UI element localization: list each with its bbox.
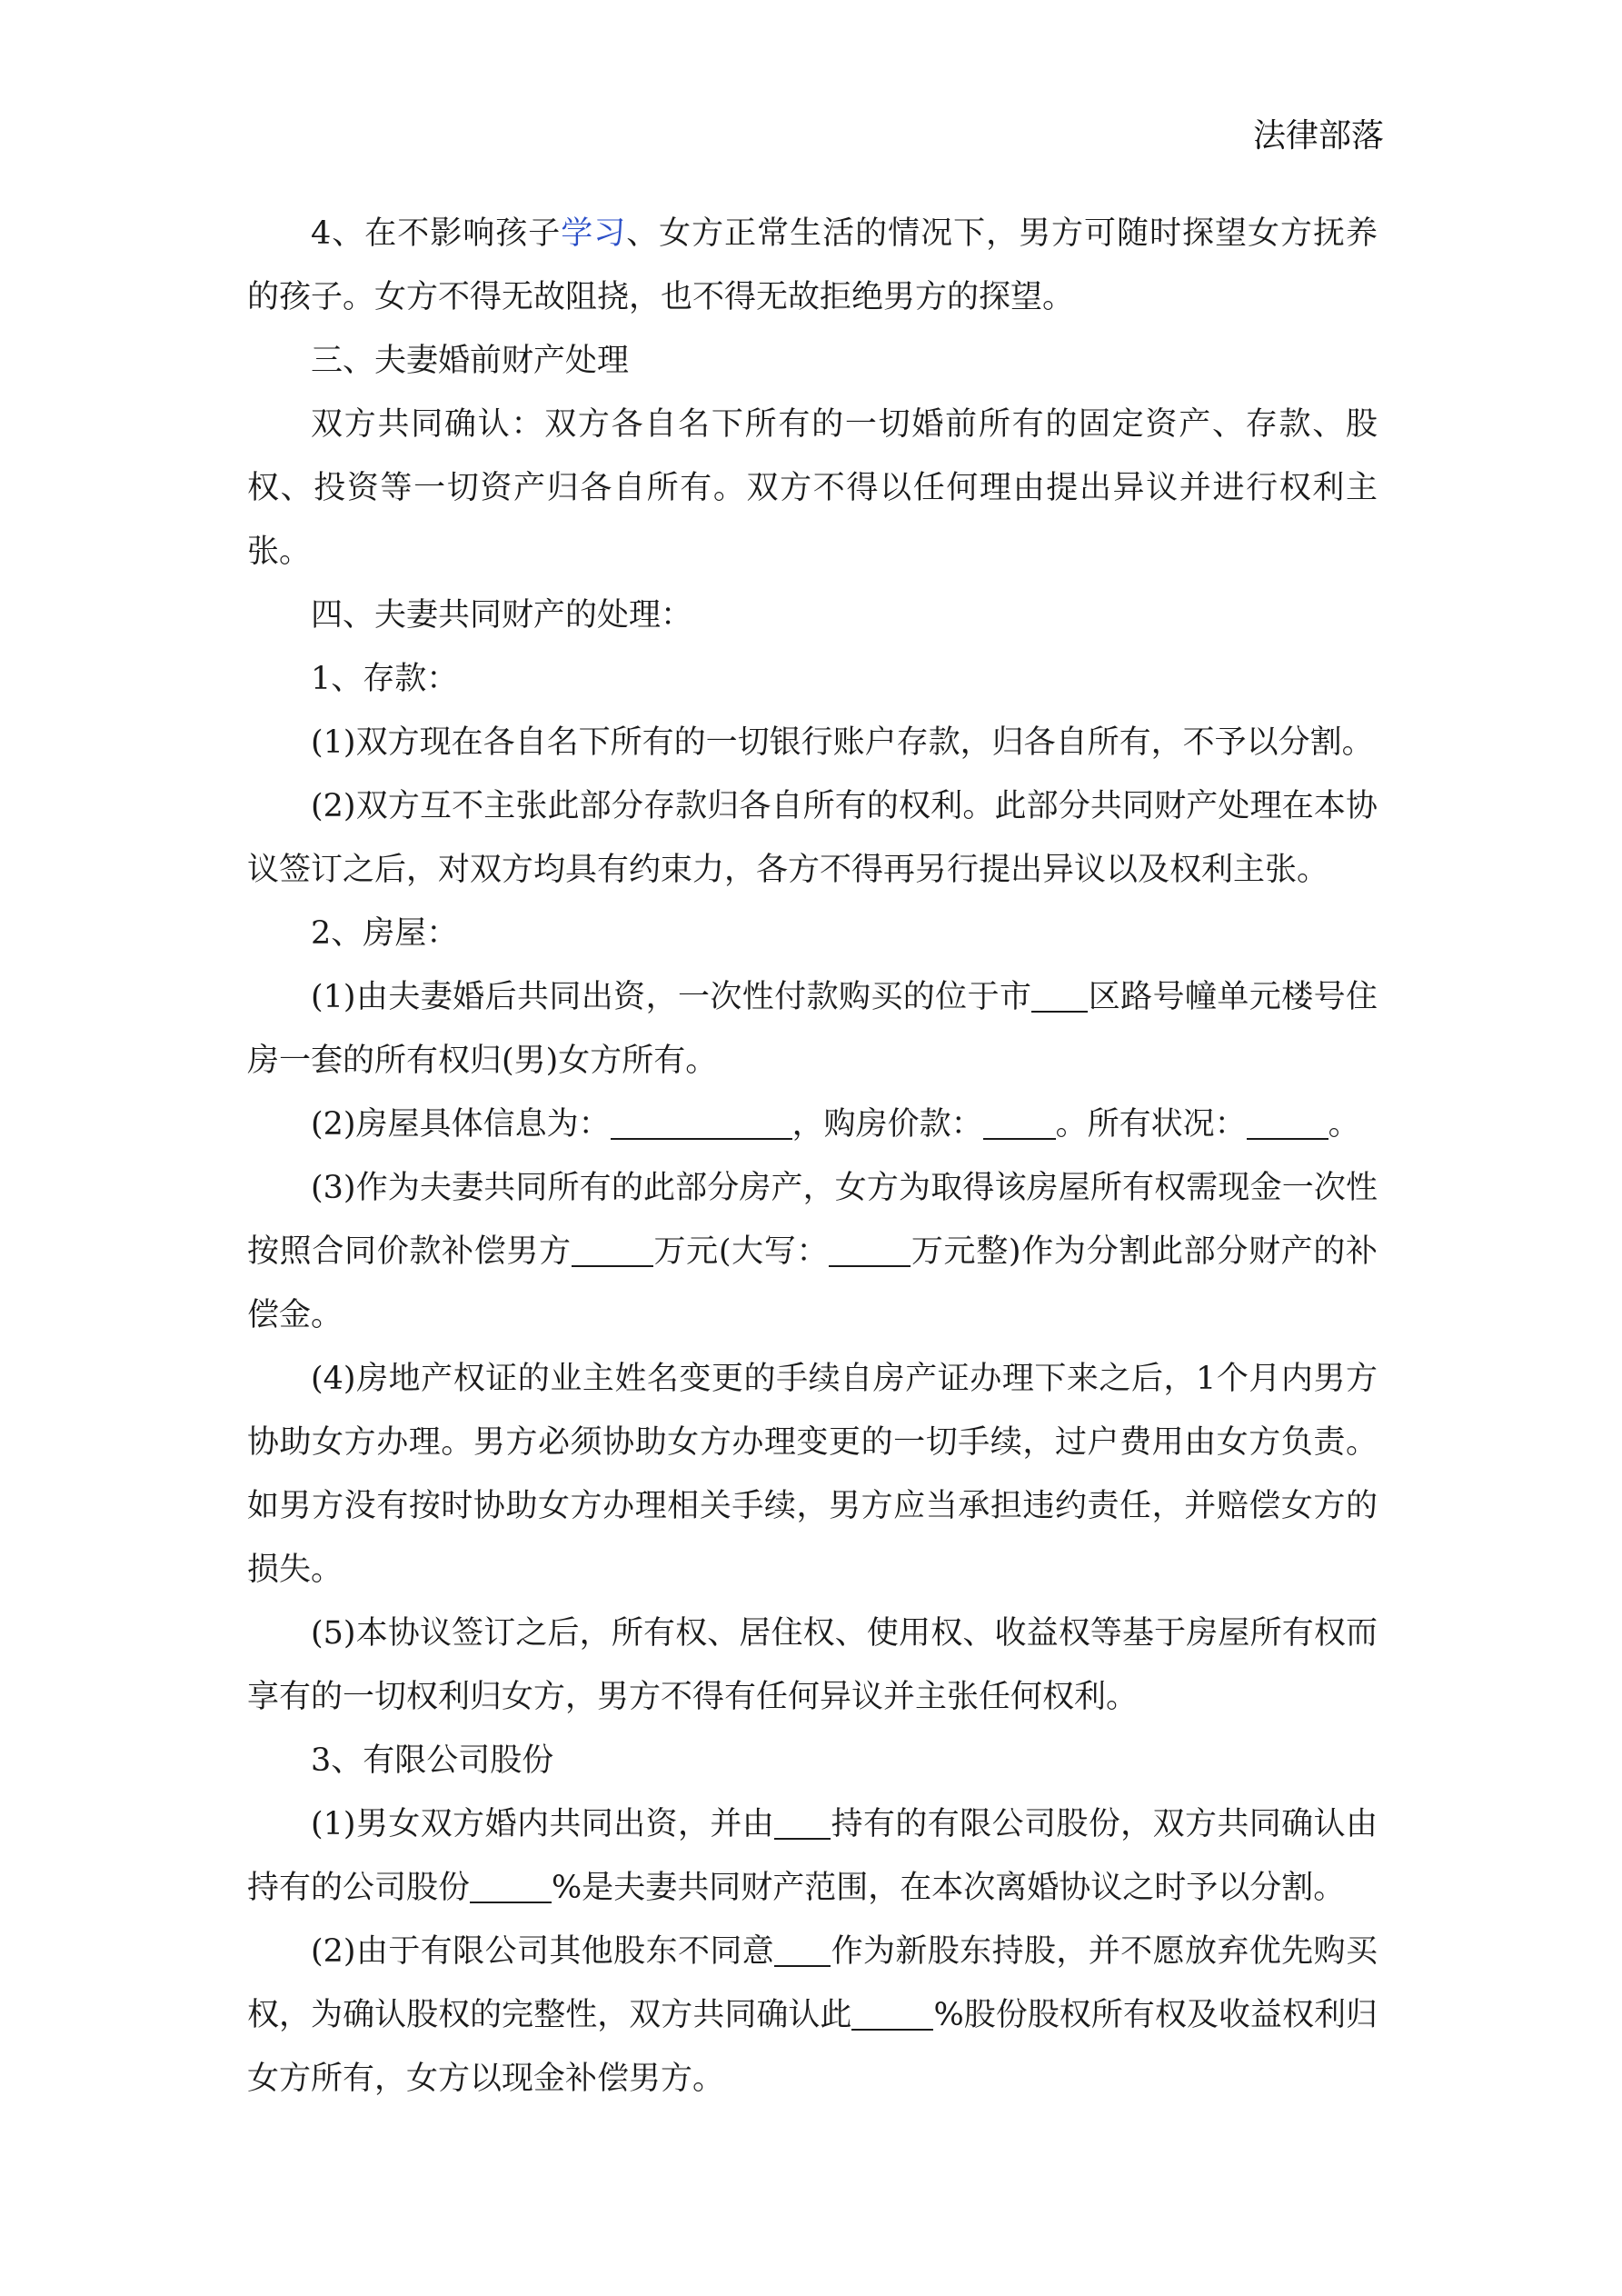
text-segment: 持有的有限公司股份，双方共同确认由持有的公司股份 (247, 1806, 1378, 1906)
paragraph-house-5: (5)本协议签订之后，所有权、居住权、使用权、收益权等基于房屋所有权而享有的一切权利归女方，男方不得有任何异议并主张任何权利。 (247, 1615, 1378, 1715)
blank-district (1031, 978, 1088, 1013)
text-segment: 、女方正常生活的情况下，男方可随时探望女方抚养的孩子。女方不得无故阻挠，也不得无故拒绝男方的探望。 (247, 215, 1378, 315)
text-segment: (1)男女双方婚内共同出资，并由 (311, 1806, 775, 1842)
paragraph-shares-1 (247, 1792, 1378, 1920)
paragraph-deposits-1: (1)双方现在各自名下所有的一切银行账户存款，归各自所有，不予以分割。 (311, 724, 1374, 761)
blank-new-shareholder (774, 1932, 831, 1967)
text-segment: (3)作为夫妻共同所有的此部分房产，女方为取得该房屋所有权需现金一次性按照合同价款补偿男方 (247, 1170, 1378, 1270)
text-segment: 万元整)作为分割此部分财产的补偿金。 (247, 1233, 1378, 1333)
paragraph-premarital-confirmation: 双方共同确认：双方各自名下所有的一切婚前所有的固定资产、存款、股权、投资等一切资产归各自所有。双方不得以任何理由提出异议并进行权利主张。 (247, 406, 1378, 570)
blank-share-percent (470, 1869, 552, 1903)
paragraph-house-2 (247, 1093, 1378, 1156)
text-segment: %是夫妻共同财产范围，在本次离婚协议之时予以分割。 (552, 1870, 1346, 1906)
subheading-company-shares: 3、有限公司股份 (311, 1742, 554, 1779)
study-link[interactable]: 学习 (561, 215, 627, 252)
subheading-house: 2、房屋： (311, 915, 459, 952)
paragraph-house-4: (4)房地产权证的业主姓名变更的手续自房产证办理下来之后，1个月内男方协助女方办理。男方必须协助女方办理变更的一切手续，过户费用由女方负责。如男方没有按时协助女方办理相关手续，男方应当承担违约责任，并赔偿女方的损失。 (247, 1361, 1378, 1588)
blank-equity-percent (851, 1996, 933, 2031)
subheading-deposits: 1、存款： (311, 661, 459, 697)
blank-holder (774, 1805, 831, 1840)
text-segment: 。所有状况： (1055, 1106, 1247, 1143)
paragraph-house-1 (247, 965, 1378, 1093)
blank-status (1247, 1105, 1328, 1140)
text-segment: (2)由于有限公司其他股东不同意 (311, 1933, 775, 1970)
text-segment: 区路号幢单元楼号住房一套的所有权归(男)女方所有。 (247, 979, 1378, 1079)
blank-amount (572, 1233, 653, 1267)
paragraph-house-3 (247, 1156, 1378, 1347)
text-segment: 。 (1328, 1106, 1360, 1143)
blank-amount-uppercase (829, 1233, 911, 1267)
paragraph-shares-2 (247, 1920, 1378, 2111)
text-segment: %股份股权所有权及收益权利归女方所有，女方以现金补偿男方。 (247, 1997, 1378, 2097)
blank-house-info (611, 1105, 792, 1140)
text-segment: 作为新股东持股，并不愿放弃优先购买权，为确认股权的完整性，双方共同确认此 (247, 1933, 1378, 2033)
text-segment: (1)由夫妻婚后共同出资，一次性付款购买的位于市 (311, 979, 1032, 1015)
text-segment: (2)房屋具体信息为： (311, 1106, 611, 1143)
header-brand: 法律部落 (1252, 117, 1384, 155)
text-segment: 4、在不影响孩子 (311, 215, 562, 252)
section-heading-joint-property: 四、夫妻共同财产的处理： (311, 597, 693, 634)
section-heading-premarital-property: 三、夫妻婚前财产处理 (311, 343, 630, 379)
paragraph-deposits-2: (2)双方互不主张此部分存款归各自所有的权利。此部分共同财产处理在本协议签订之后，对双方均具有约束力，各方不得再另行提出异议以及权利主张。 (247, 788, 1378, 888)
text-segment: 万元(大写： (652, 1233, 830, 1270)
paragraph-visitation (247, 202, 1378, 329)
blank-price (983, 1105, 1056, 1140)
text-segment: ，购房价款： (791, 1106, 983, 1143)
document-body (247, 202, 1378, 2111)
